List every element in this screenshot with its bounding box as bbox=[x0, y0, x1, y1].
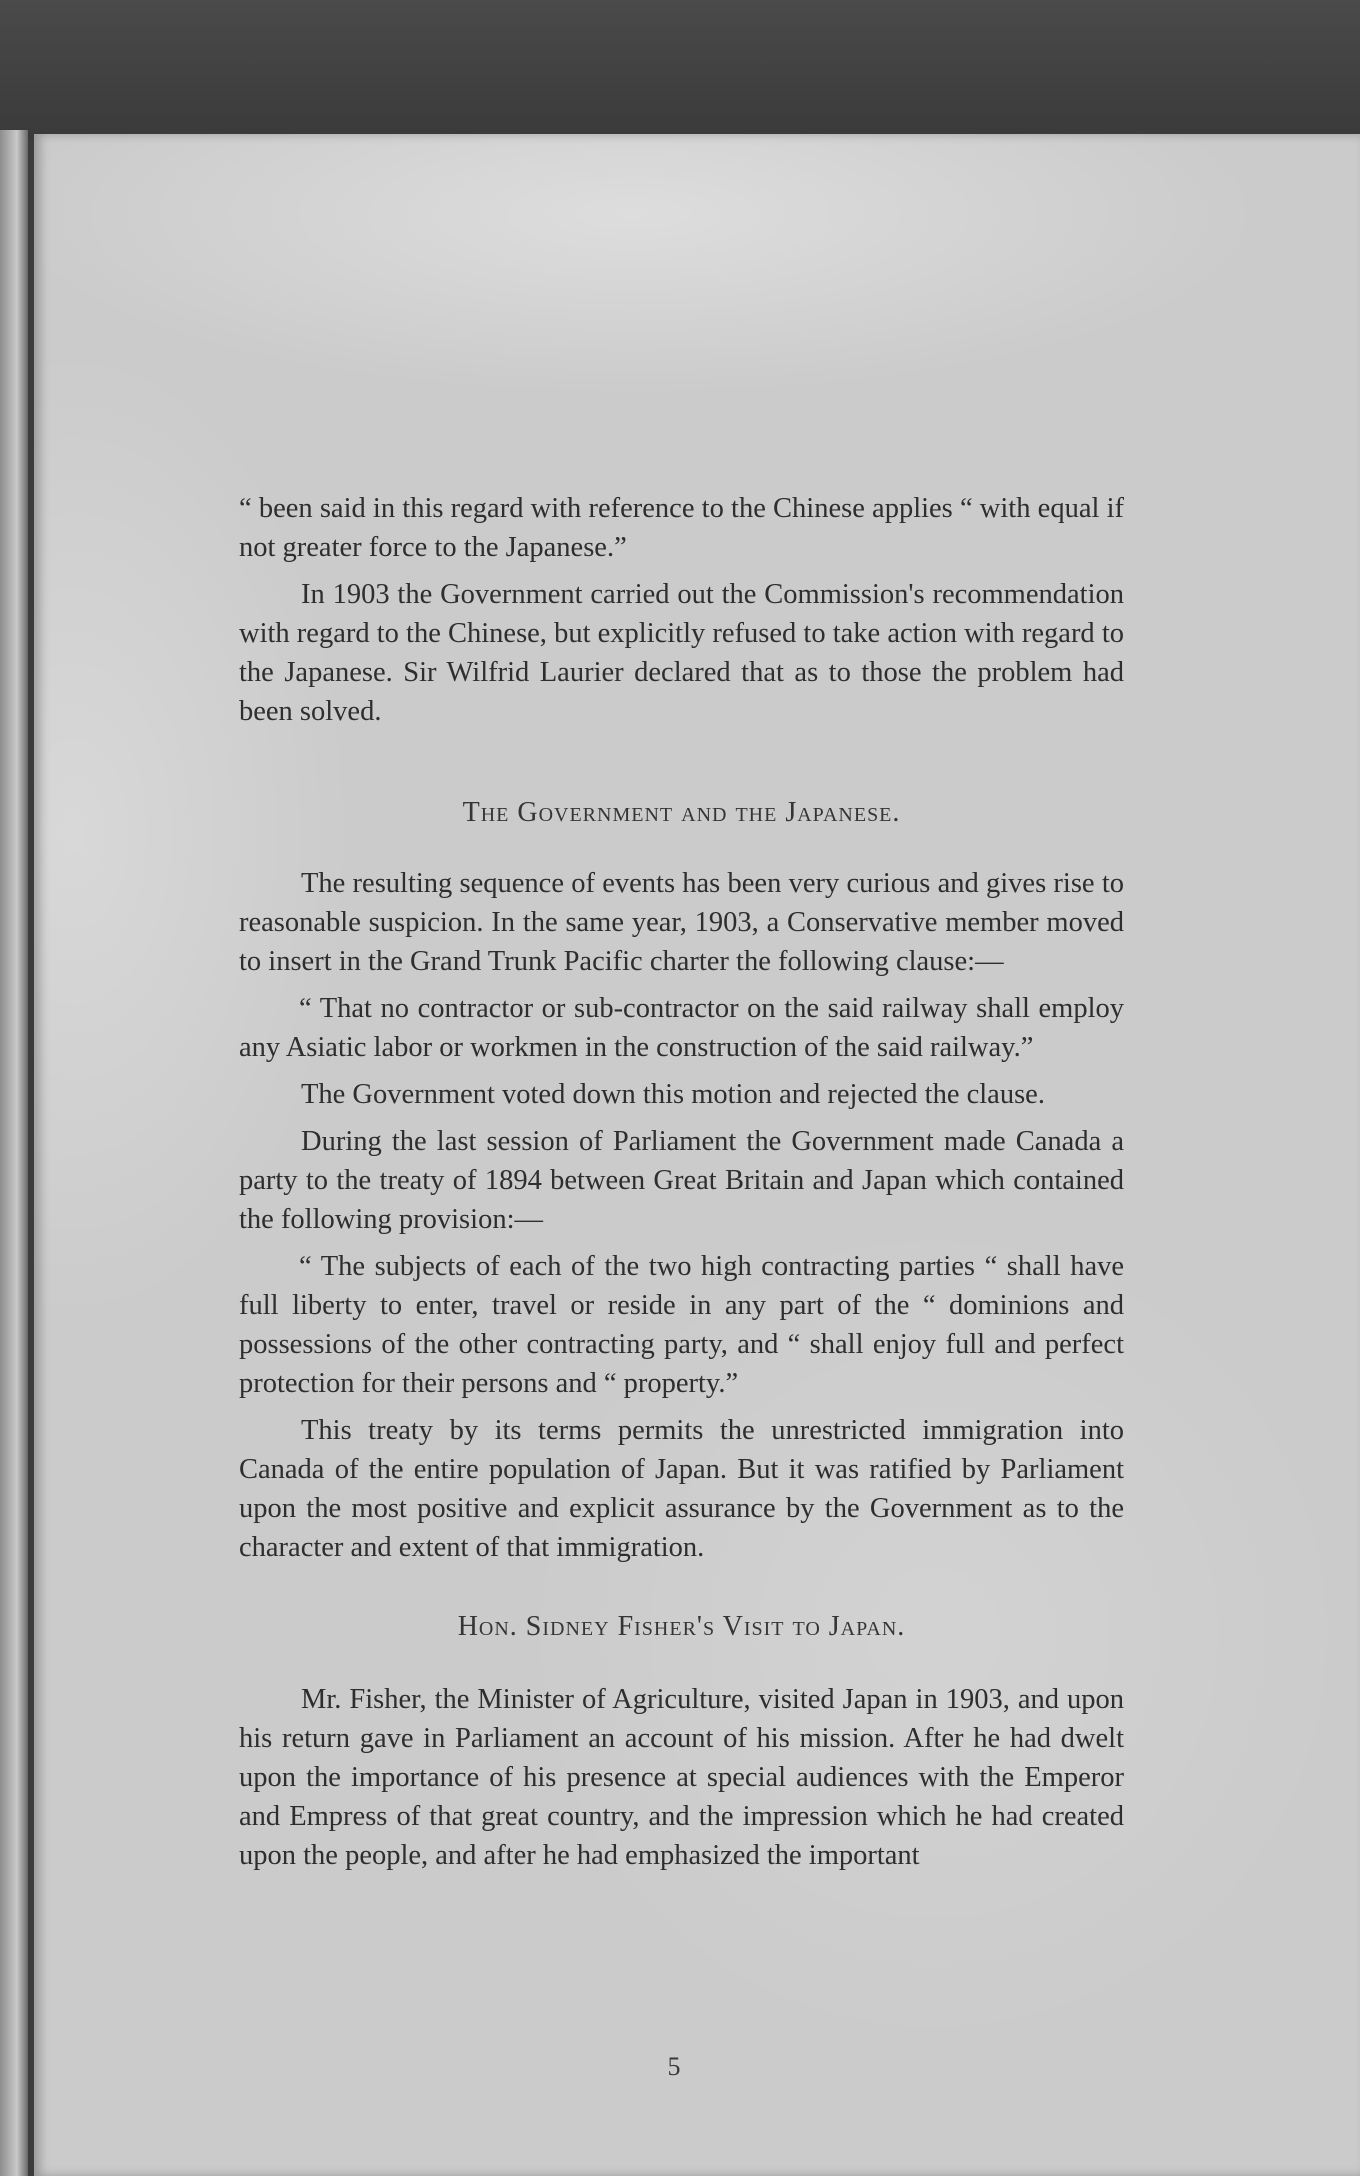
paragraph: During the last session of Parliament the Government made Canada a party to the treaty of 1894 between Great Britain and Japan which contained the following provision:— bbox=[239, 1126, 1124, 1235]
quoted-clause: “ That no contractor or sub-contractor on the said railway shall employ any Asiatic labor or workmen in the construction of the said railway.” bbox=[239, 993, 1124, 1063]
paragraph: The resulting sequence of events has been very curious and gives rise to reasonable suspicion. In the same year, 1903, a Conservative member moved to insert in the Grand Trunk Pacific charter the following clause:— bbox=[239, 868, 1124, 977]
paragraph: Mr. Fisher, the Minister of Agriculture, visited Japan in 1903, and upon his return gave in Parliament an account of his mission. After he had dwelt upon the importance of his presence at special audiences with the Emperor and Empress of that great country, and the impression which he had created upon the people, and after he had emphasized the important bbox=[239, 1684, 1124, 1871]
paragraph: In 1903 the Government carried out the Commission's recommendation with regard to the Chinese, but explicitly refused to take action with regard to the Japanese. Sir Wilfrid Laurier declared that as to those the problem had been solved. bbox=[239, 579, 1124, 727]
paragraph: This treaty by its terms permits the unrestricted immigration into Canada of the entire population of Japan. But it was ratified by Parliament upon the most positive and explicit assurance by the Government as to the character and extent of that immigration. bbox=[239, 1415, 1124, 1563]
page-number: 5 bbox=[667, 2052, 681, 2081]
section-heading: Hon. Sidney Fisher's Visit to Japan. bbox=[457, 1611, 906, 1642]
scan-background-top bbox=[0, 0, 1360, 140]
book-spine-edge bbox=[0, 130, 28, 2176]
section-heading: The Government and the Japanese. bbox=[462, 797, 901, 828]
paragraph: “ been said in this regard with reference to the Chinese applies “ with equal if not greater force to the Japanese.” bbox=[239, 493, 1124, 563]
book-page bbox=[34, 134, 1360, 2176]
quoted-provision: “ The subjects of each of the two high contracting parties “ shall have full liberty to enter, travel or reside in any part of the “ dominions and possessions of the other contracting party, and “ shall enjoy full and perfect protection for their persons and “ property.” bbox=[239, 1251, 1124, 1399]
page-text bbox=[239, 489, 1124, 1875]
paragraph: The Government voted down this motion and rejected the clause. bbox=[301, 1079, 1045, 1110]
